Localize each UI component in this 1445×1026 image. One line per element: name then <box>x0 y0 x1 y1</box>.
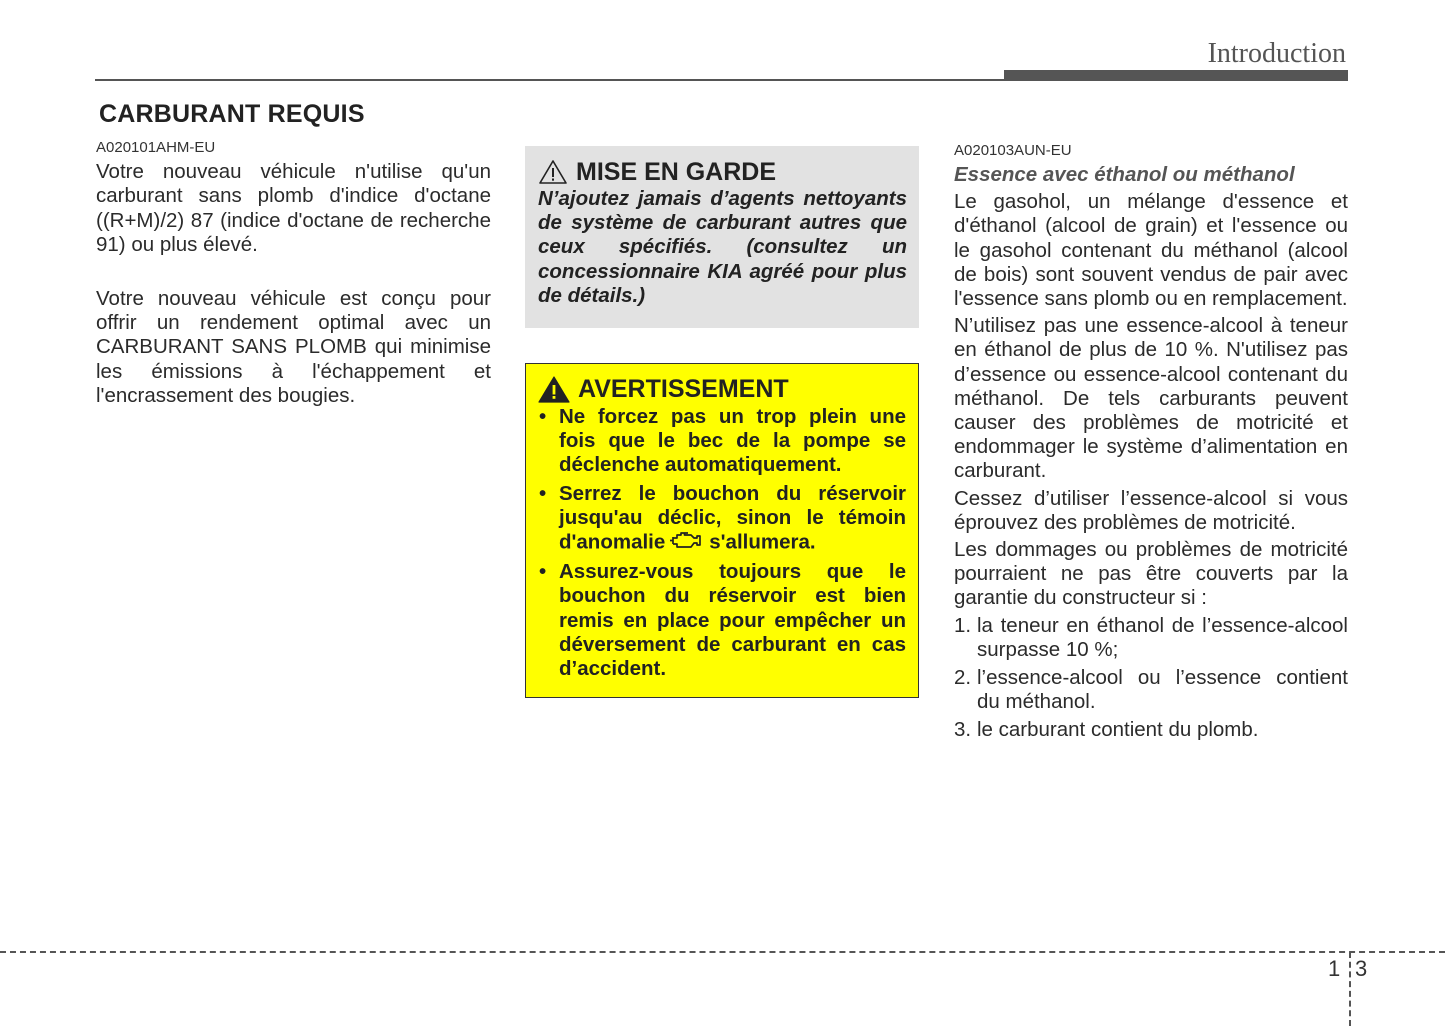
header-rule-bar <box>1004 70 1348 81</box>
ethanol-paragraph-4: Les dommages ou problèmes de motricité pourraient ne pas être couverts par la garantie du constructeur si : <box>954 538 1348 610</box>
fuel-paragraph-2: Votre nouveau véhicule est conçu pour offrir un rendement optimal avec un CARBURANT SANS PLOMB qui minimise les émissions à l'échappement et l'encrassement des bougies. <box>96 287 491 407</box>
warning-item-2-start: Serrez le bouchon du réservoir jusqu'au déclic, sinon le témoin d'anomalie <box>559 481 906 554</box>
list-item-text: l’essence-alcool ou l’essence contient du méthanol. <box>977 666 1348 714</box>
list-item-number: 3. <box>954 718 972 742</box>
chapter-number: 1 <box>1328 956 1341 981</box>
middle-column <box>525 146 919 698</box>
warning-triangle-icon <box>538 376 570 403</box>
left-column <box>96 102 491 408</box>
section-code: A020103AUN-EU <box>954 142 1072 159</box>
right-column <box>954 142 1348 747</box>
warning-heading-text: AVERTISSEMENT <box>578 375 789 404</box>
list-item-number: 2. <box>954 666 972 690</box>
ethanol-paragraph-2: N’utilisez pas une essence-alcool à teneur en éthanol de plus de 10 %. N'utilisez pas d’essence ou essence-alcool contenant du méthanol. De tels carburants peuvent causer des problèmes de motricité et endommager le système d’alimentation en carburant. <box>954 314 1348 483</box>
page-number: 3 <box>1355 956 1368 981</box>
fuel-paragraph-1: Votre nouveau véhicule n'utilise qu'un carburant sans plomb d'indice d'octane ((R+M)/2) 87 (indice d'octane de recherche 91) ou plus élevé. <box>96 160 491 256</box>
warranty-conditions-list <box>954 614 1348 743</box>
header-rule <box>95 79 1005 81</box>
list-item-number: 1. <box>954 613 972 637</box>
caution-text: N’ajoutez jamais d’agents nettoyants de système de carburant autres que ceux spécifiés. (consultez un concessionnaire KIA agréé pour plus de détails.) <box>538 187 907 307</box>
warning-list <box>538 405 906 681</box>
warning-item-2-end: s'allumera. <box>709 530 816 554</box>
list-item-text: le carburant contient du plomb. <box>977 718 1259 742</box>
warning-item: • Assurez-vous toujours que le bouchon du réservoir est bien remis en place pour empêcher un déversement de carburant en cas d’accident. <box>538 560 906 681</box>
ethanol-paragraph-3: Cessez d’utiliser l’essence-alcool si vous éprouvez des problèmes de motricité. <box>954 486 1348 534</box>
check-engine-icon <box>669 530 705 556</box>
list-item <box>954 614 1348 662</box>
section-code: A020101AHM-EU <box>96 139 216 157</box>
warning-heading <box>538 376 906 403</box>
section-title: CARBURANT REQUIS <box>99 100 365 128</box>
caution-box <box>525 146 919 328</box>
caution-heading-text: MISE EN GARDE <box>576 157 777 186</box>
footer-dashed-rule <box>0 951 1445 953</box>
warning-box <box>525 363 919 698</box>
warning-item: • Ne forcez pas un trop plein une fois que le bec de la pompe se déclenche automatiquement. <box>538 405 906 478</box>
list-item <box>954 666 1348 714</box>
caution-triangle-icon <box>538 159 568 185</box>
list-item-text: la teneur en éthanol de l’essence-alcool surpasse 10 %; <box>977 613 1348 661</box>
ethanol-paragraph-1: Le gasohol, un mélange d'essence et d'éthanol (alcool de grain) et l'essence ou le gasohol contenant du méthanol (alcool de bois) sont souvent vendus de pair avec l'essence sans plomb ou en remplacement. <box>954 190 1348 311</box>
caution-heading <box>538 159 907 185</box>
section-subtitle: Essence avec éthanol ou méthanol <box>954 163 1295 186</box>
list-item <box>954 718 1348 742</box>
warning-item <box>538 482 906 557</box>
footer-dashed-divider <box>1349 952 1351 1026</box>
page-header-title: Introduction <box>1207 38 1346 69</box>
